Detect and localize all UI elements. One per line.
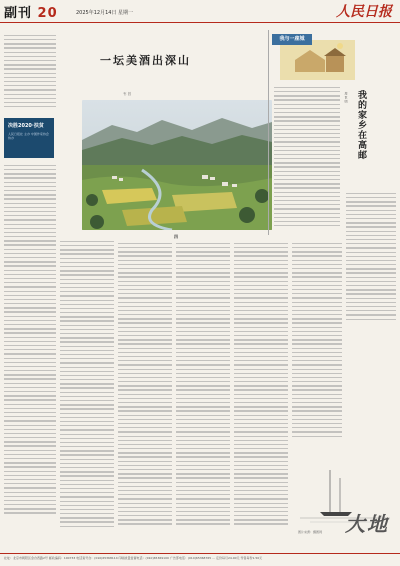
footer-text: 社址：北京市朝阳区金台西路2号 邮政编码：100733 电话查号台：(010)65368114 印刷质量监督电话：(010)65369100 广告部电话：(010)65368765 ... 定价每月24.00元 零售每份1.50元 [4, 556, 263, 560]
article-byline: 韦 昌 [123, 92, 132, 96]
campaign-badge-subtitle: 人民日报社 主办 中国作家协会 协办 [8, 132, 49, 140]
section-label [4, 2, 58, 21]
issue-date: 2025年12月14日 星期一 [76, 10, 134, 16]
campaign-badge-title: 决胜2020·扶贫 [8, 123, 44, 129]
text-column-2 [60, 238, 114, 550]
sidebar-text-column-2 [292, 240, 342, 450]
photo-credit: 图片来源：摄图网 [298, 530, 323, 534]
column-divider [268, 30, 269, 235]
section-number: 四 [174, 234, 178, 239]
text-column-1b [4, 162, 56, 550]
sidebar-author: 周 世 明 [344, 92, 348, 103]
section-name: 副刊 [4, 6, 33, 21]
house-illustration [290, 42, 350, 78]
page-number: 20 [37, 6, 58, 21]
bottom-section-title: 大地 [345, 512, 389, 536]
sidebar-text-column-1 [274, 84, 340, 234]
sidebar-text-column-3 [346, 190, 396, 330]
text-column-5 [234, 240, 288, 550]
sidebar-title: 我的家乡在高邮 [356, 90, 366, 160]
text-column-1a [4, 32, 56, 116]
text-column-4 [176, 240, 230, 550]
column-name-label: 我与一座城 [272, 34, 312, 45]
landscape-photo [82, 100, 272, 230]
text-column-3 [118, 240, 172, 550]
newspaper-logo: 人民日报 [336, 4, 392, 20]
article-title: 一坛美酒出深山 [100, 54, 191, 67]
